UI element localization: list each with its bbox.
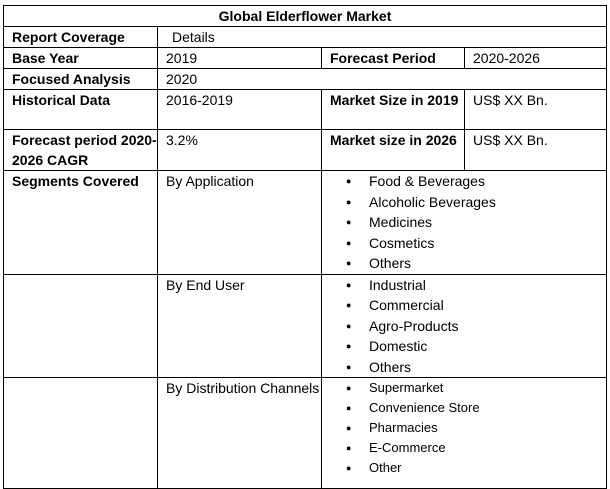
focused-analysis-value: 2020 <box>158 69 607 90</box>
market-size-2019-label: Market Size in 2019 <box>322 90 465 130</box>
cagr-label: Forecast period 2020-2026 CAGR <box>4 130 158 171</box>
list-item: ● Food & Beverages <box>330 171 606 192</box>
list-item: ● Commercial <box>330 295 606 316</box>
list-item: ● Domestic <box>330 336 606 357</box>
list-item: ● Supermarket <box>330 378 606 398</box>
list-item: ● Alcoholic Beverages <box>330 192 606 213</box>
list-item: ● Others <box>330 357 606 378</box>
empty-cell <box>4 378 158 489</box>
historical-data-value: 2016-2019 <box>158 90 322 130</box>
report-coverage-label: Report Coverage <box>4 27 158 48</box>
table-title: Global Elderflower Market <box>4 6 607 27</box>
report-coverage-value: Details <box>158 27 607 48</box>
segment-group-name: By Application <box>158 171 322 275</box>
segment-group-name: By End User <box>158 274 322 378</box>
cagr-value: 3.2% <box>158 130 322 171</box>
empty-cell <box>4 274 158 378</box>
list-item: ● E-Commerce <box>330 438 606 458</box>
list-item: ● Other <box>330 458 606 478</box>
list-item: ● Agro-Products <box>330 316 606 337</box>
historical-data-label: Historical Data <box>4 90 158 130</box>
focused-analysis-label: Focused Analysis <box>4 69 158 90</box>
segments-covered-label: Segments Covered <box>4 171 158 275</box>
market-size-2026-value: US$ XX Bn. <box>465 130 607 171</box>
segment-items <box>322 171 607 275</box>
market-report-table <box>3 5 607 489</box>
list-item: ● Convenience Store <box>330 398 606 418</box>
list-item: ● Industrial <box>330 275 606 296</box>
forecast-period-value: 2020-2026 <box>465 48 607 69</box>
list-item: ● Others <box>330 253 606 274</box>
segment-group-name: By Distribution Channels <box>158 378 322 489</box>
forecast-period-label: Forecast Period <box>322 48 465 69</box>
market-size-2026-label: Market size in 2026 <box>322 130 465 171</box>
market-size-2019-value: US$ XX Bn. <box>465 90 607 130</box>
segment-items <box>322 378 607 489</box>
list-item: ● Cosmetics <box>330 233 606 254</box>
base-year-label: Base Year <box>4 48 158 69</box>
segment-items <box>322 274 607 378</box>
list-item: ● Medicines <box>330 212 606 233</box>
base-year-value: 2019 <box>158 48 322 69</box>
list-item: ● Pharmacies <box>330 418 606 438</box>
